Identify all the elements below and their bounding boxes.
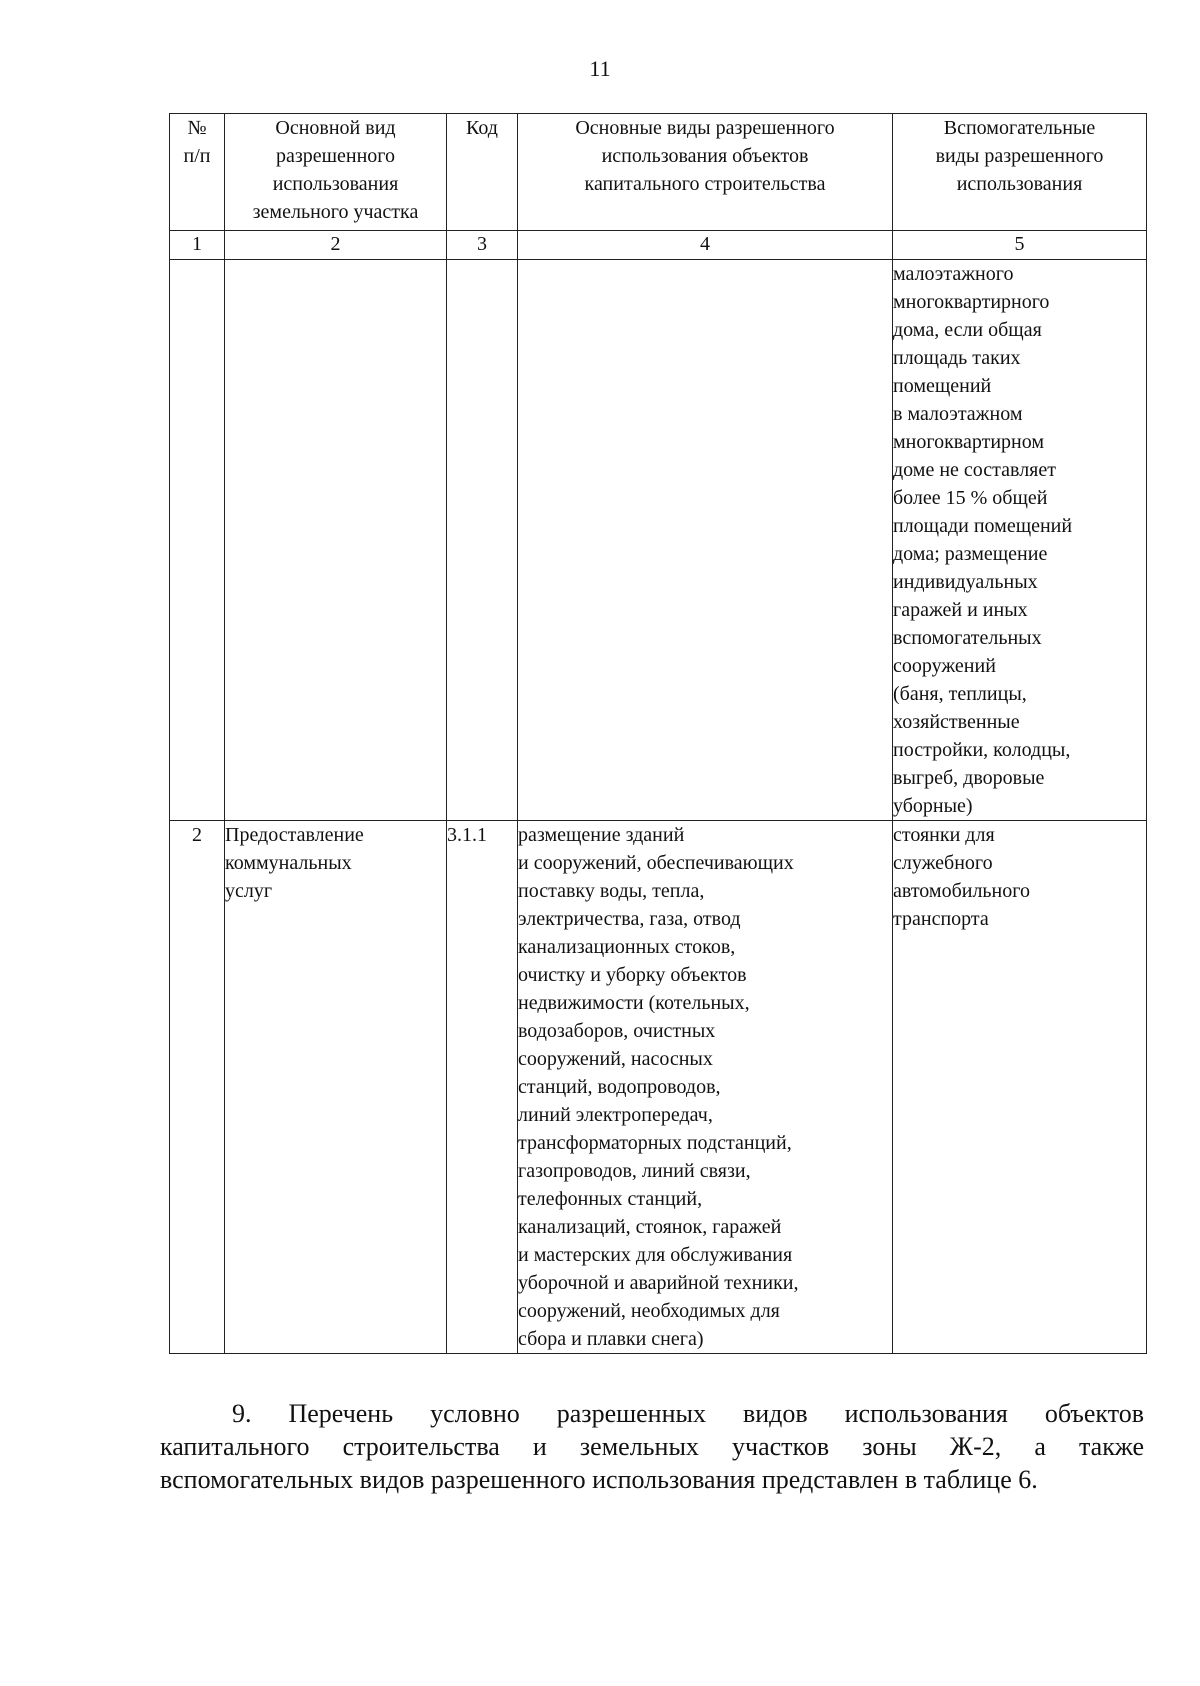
header-line: Вспомогательные bbox=[943, 117, 1096, 139]
cell-line: газопроводов, линий связи, bbox=[518, 1160, 751, 1182]
main-types-cell bbox=[518, 260, 893, 821]
cell-line: служебного bbox=[893, 852, 993, 874]
cell-line: дома, если общая bbox=[893, 319, 1042, 341]
cell-line: и сооружений, обеспечивающих bbox=[518, 852, 794, 874]
cell-line: и мастерских для обслуживания bbox=[518, 1244, 793, 1266]
cell-line: дома; размещение bbox=[893, 543, 1048, 565]
header-line: п/п bbox=[183, 145, 211, 167]
code-cell: 3.1.1 bbox=[447, 821, 518, 1354]
cell-line: площадь таких bbox=[893, 347, 1021, 369]
header-line: разрешенного bbox=[275, 145, 396, 167]
cell-line: постройки, колодцы, bbox=[893, 739, 1071, 761]
cell-line: многоквартирном bbox=[893, 431, 1044, 453]
cell-line: автомобильного bbox=[893, 880, 1030, 902]
cell-line: вспомогательных bbox=[893, 627, 1042, 649]
column-number: 3 bbox=[447, 231, 518, 260]
cell-line: услуг bbox=[225, 880, 273, 902]
header-line: земельного участка bbox=[252, 201, 419, 223]
main-use-cell bbox=[225, 821, 447, 1354]
cell-line: поставку воды, тепла, bbox=[518, 880, 705, 902]
cell-line: сооружений, насосных bbox=[518, 1048, 713, 1070]
paragraph-line: 9. Перечень условно разрешенных видов использования объектов bbox=[232, 1399, 1144, 1428]
header-line: использования bbox=[272, 173, 399, 195]
cell-line: транспорта bbox=[893, 908, 989, 930]
permitted-use-table bbox=[169, 113, 1147, 1354]
page-number: 11 bbox=[589, 56, 611, 81]
header-line: использования bbox=[956, 173, 1083, 195]
cell-line: Предоставление bbox=[225, 824, 364, 846]
header-line: Основной вид bbox=[275, 117, 396, 139]
cell-line: размещение зданий bbox=[518, 824, 685, 846]
column-number: 4 bbox=[518, 231, 893, 260]
table-row bbox=[170, 821, 1147, 1354]
header-line: капитального строительства bbox=[584, 173, 826, 195]
cell-line: очистку и уборку объектов bbox=[518, 964, 747, 986]
cell-line: гаражей и иных bbox=[893, 599, 1028, 621]
header-line: Основные виды разрешенного bbox=[575, 117, 835, 139]
header-line: виды разрешенного bbox=[935, 145, 1104, 167]
cell-line: канализаций, стоянок, гаражей bbox=[518, 1216, 782, 1238]
header-aux-types bbox=[893, 114, 1147, 231]
cell-line: сбора и плавки снега) bbox=[518, 1328, 704, 1350]
header-main-types bbox=[518, 114, 893, 231]
main-use-cell bbox=[225, 260, 447, 821]
main-types-cell bbox=[518, 821, 893, 1354]
cell-line: малоэтажного bbox=[893, 263, 1014, 285]
cell-line: линий электропередач, bbox=[518, 1104, 713, 1126]
column-number: 1 bbox=[170, 231, 225, 260]
header-line: Код bbox=[466, 117, 498, 139]
cell-line: канализационных стоков, bbox=[518, 936, 736, 958]
paragraph-line: вспомогательных видов разрешенного использования представлен в таблице 6. bbox=[160, 1465, 1038, 1494]
cell-line: в малоэтажном bbox=[893, 403, 1023, 425]
header-row bbox=[170, 114, 1147, 231]
cell-line: площади помещений bbox=[893, 515, 1073, 537]
header-main-use bbox=[225, 114, 447, 231]
header-line: использования объектов bbox=[601, 145, 809, 167]
cell-line: более 15 % общей bbox=[893, 487, 1048, 509]
cell-line: уборные) bbox=[893, 795, 973, 817]
cell-line: водозаборов, очистных bbox=[518, 1020, 716, 1042]
cell-line: сооружений bbox=[893, 655, 996, 677]
cell-line: трансформаторных подстанций, bbox=[518, 1132, 792, 1154]
cell-line: сооружений, необходимых для bbox=[518, 1300, 780, 1322]
header-num bbox=[170, 114, 225, 231]
cell-line: (баня, теплицы, bbox=[893, 683, 1027, 705]
column-number: 2 bbox=[225, 231, 447, 260]
cell-line: выгреб, дворовые bbox=[893, 767, 1045, 789]
column-number: 5 bbox=[893, 231, 1147, 260]
aux-types-cell bbox=[893, 821, 1147, 1354]
cell-line: электричества, газа, отвод bbox=[518, 908, 741, 930]
cell-line: помещений bbox=[893, 375, 992, 397]
column-number-row bbox=[170, 231, 1147, 260]
cell-line: многоквартирного bbox=[893, 291, 1050, 313]
cell-line: хозяйственные bbox=[893, 711, 1020, 733]
cell-line: станций, водопроводов, bbox=[518, 1076, 721, 1098]
cell-line: недвижимости (котельных, bbox=[518, 992, 750, 1014]
paragraph-line: капитального строительства и земельных участков зоны Ж-2, а также bbox=[160, 1432, 1144, 1461]
header-code bbox=[447, 114, 518, 231]
cell-line: коммунальных bbox=[225, 852, 352, 874]
cell-line: уборочной и аварийной техники, bbox=[518, 1272, 799, 1294]
row-num-cell: 2 bbox=[170, 821, 225, 1354]
cell-line: индивидуальных bbox=[893, 571, 1038, 593]
table-row bbox=[170, 260, 1147, 821]
zone-list-paragraph bbox=[160, 1397, 1144, 1496]
code-cell bbox=[447, 260, 518, 821]
cell-line: телефонных станций, bbox=[518, 1188, 703, 1210]
header-line: № bbox=[187, 117, 207, 139]
row-num-cell bbox=[170, 260, 225, 821]
cell-line: стоянки для bbox=[893, 824, 995, 846]
cell-line: доме не составляет bbox=[893, 459, 1056, 481]
aux-types-cell bbox=[893, 260, 1147, 821]
